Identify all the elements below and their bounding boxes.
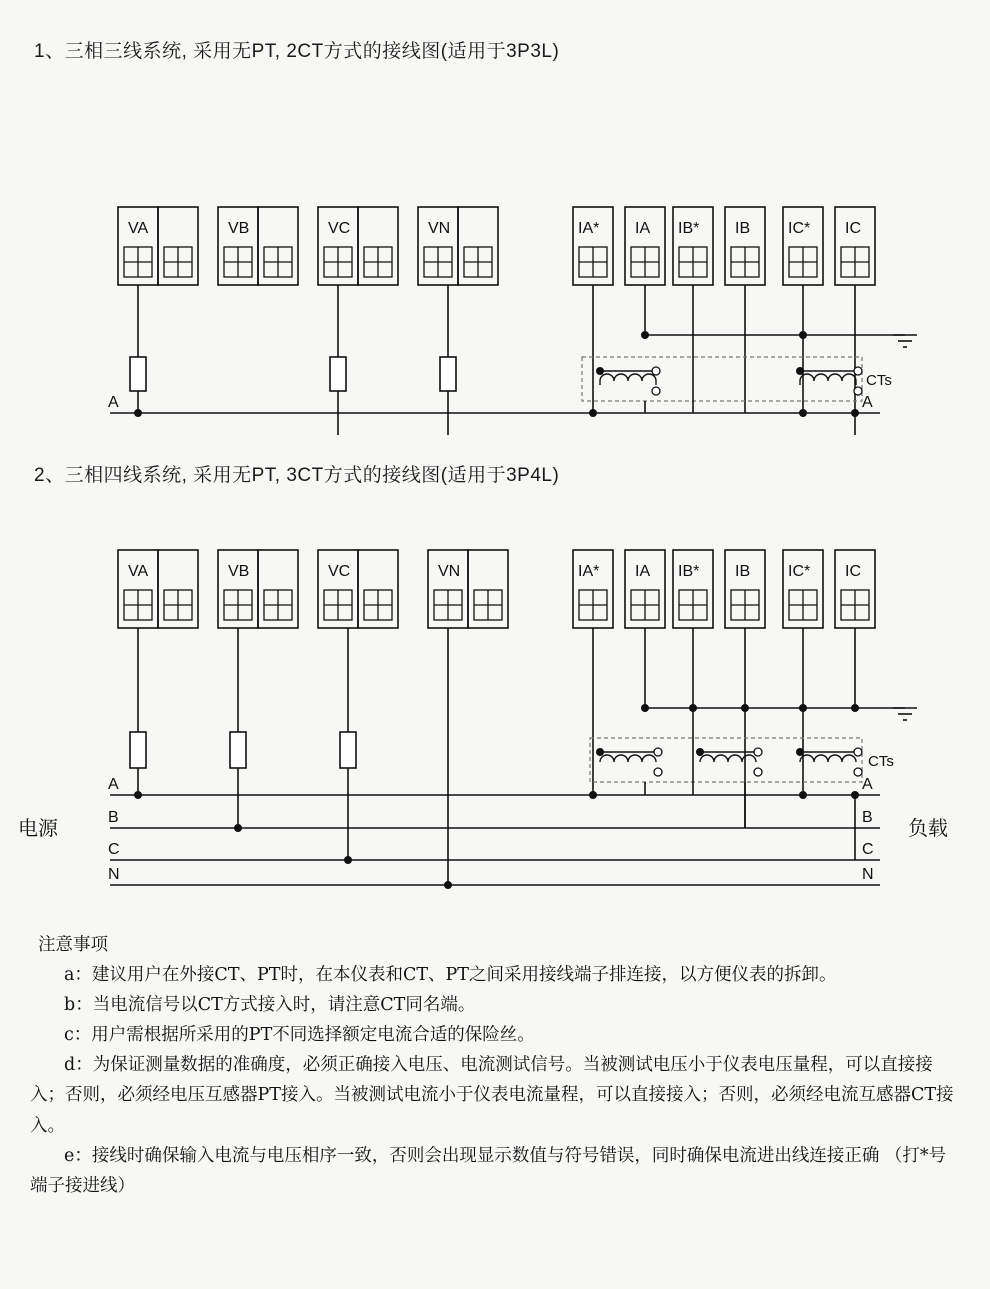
terminal-block-current <box>573 550 875 628</box>
terminal-label-ia-star: IA* <box>578 220 600 237</box>
phase-right-b: B <box>862 809 873 826</box>
fuse-symbols <box>130 357 456 391</box>
heading-diagram-1: 1、三相三线系统, 采用无PT, 2CT方式的接线图(适用于3P3L) <box>34 41 560 62</box>
ct-coil-2 <box>798 371 858 385</box>
phase-left-c: C <box>108 841 120 858</box>
terminal-label-vb: VB <box>228 220 250 237</box>
phase-right-n: N <box>862 866 874 883</box>
phase-left-n: N <box>108 866 120 883</box>
terminal-label-ic-star: IC* <box>788 220 811 237</box>
terminal-label-va: VA <box>128 563 149 580</box>
phase-right-c: C <box>862 841 874 858</box>
terminal-label-ic: IC <box>845 220 861 237</box>
ct-coil-2 <box>698 752 758 762</box>
terminal-label-ib-star: IB* <box>678 563 700 580</box>
phase-right-a: A <box>862 394 873 411</box>
ct-label: CTs <box>868 753 894 770</box>
terminal-block-voltage <box>118 550 508 628</box>
note-item-c: c：用户需根据所采用的PT不同选择额定电流合适的保险丝。 <box>64 1025 535 1046</box>
heading-diagram-2: 2、三相四线系统, 采用无PT, 3CT方式的接线图(适用于3P4L) <box>34 465 560 486</box>
junction-dots <box>134 331 859 435</box>
ct-enclosure <box>590 738 862 782</box>
terminal-label-ib: IB <box>735 220 751 237</box>
load-label: 负载 <box>908 818 948 840</box>
terminal-screw-icons <box>124 247 869 277</box>
terminal-label-ib: IB <box>735 563 751 580</box>
terminal-label-vb: VB <box>228 563 250 580</box>
diagram-1-svg <box>0 95 990 435</box>
ground-icon <box>893 708 917 720</box>
ct-coil-3 <box>798 752 858 762</box>
fuse-symbols <box>130 732 356 768</box>
note-item-d: d：为保证测量数据的准确度，必须正确接入电压、电流测试信号。当被测试电压小于仪表电压量程，可以直接接入；否则，必须经电压互感器PT接入。当被测试电流小于仪表电流量程，可以直接接入；否则，必须经电流互感器CT接入。 <box>30 1055 954 1136</box>
terminal-label-ic-star: IC* <box>788 563 811 580</box>
phase-left-a: A <box>108 776 119 793</box>
ct-label: CTs <box>866 372 892 389</box>
terminal-label-ia-star: IA* <box>578 563 600 580</box>
terminal-label-vn: VN <box>438 563 461 580</box>
terminal-label-vn: VN <box>428 220 451 237</box>
note-item-b: b：当电流信号以CT方式接入时，请注意CT同名端。 <box>64 995 476 1016</box>
ground-icon <box>893 335 917 347</box>
diagram-2-svg <box>0 530 990 905</box>
notes-title: 注意事项 <box>38 935 108 955</box>
phase-left-b: B <box>108 809 119 826</box>
source-label: 电源 <box>18 818 58 840</box>
phase-right-a: A <box>862 776 873 793</box>
ct-enclosure <box>582 357 862 401</box>
wiring-diagram-3p3l <box>0 95 990 435</box>
terminal-label-vc: VC <box>328 220 351 237</box>
terminal-label-ic: IC <box>845 563 861 580</box>
ct-coil-1 <box>598 752 658 762</box>
phase-left-a: A <box>108 394 119 411</box>
terminal-label-vc: VC <box>328 563 351 580</box>
terminal-label-ib-star: IB* <box>678 220 700 237</box>
notes-section <box>30 930 960 1201</box>
terminal-label-va: VA <box>128 220 149 237</box>
note-item-a: a：建议用户在外接CT、PT时，在本仪表和CT、PT之间采用接线端子排连接，以方便仪表的拆卸。 <box>64 965 837 986</box>
terminal-block-voltage <box>118 207 498 285</box>
terminal-screw-icons <box>124 590 869 620</box>
note-item-e: e：接线时确保输入电流与电压相序一致，否则会出现显示数值与符号错误，同时确保电流进出线连接正确 （打*号端子接进线） <box>30 1145 947 1196</box>
terminal-label-ia: IA <box>635 220 651 237</box>
terminal-label-ia: IA <box>635 563 651 580</box>
ct-coil-1 <box>598 371 658 385</box>
terminal-block-current <box>573 207 875 285</box>
wiring-diagram-3p4l <box>0 530 990 905</box>
